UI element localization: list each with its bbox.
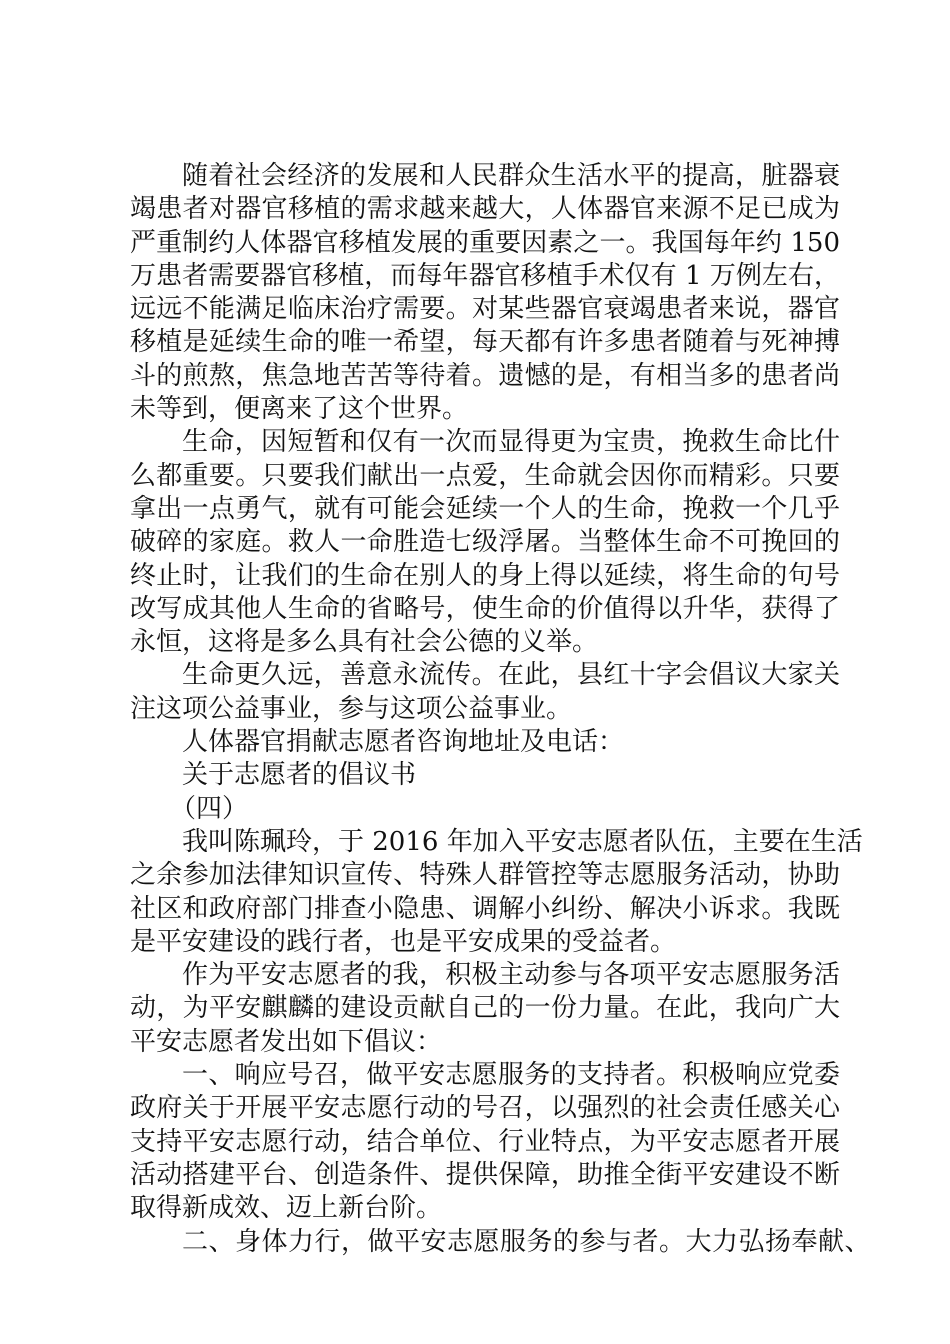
text-line: 政府关于开展平安志愿行动的号召，以强烈的社会责任感关心 [130, 1093, 840, 1124]
text-line: 移植是延续生命的唯一希望，每天都有许多患者随着与死神搏 [130, 327, 840, 358]
section-number-text: （四） [170, 793, 249, 824]
text-line: 取得新成效、迈上新台阶。 [130, 1193, 443, 1224]
text-line: 万患者需要器官移植，而每年器官移植手术仅有 1 万例左右， [130, 260, 840, 291]
text-line: 严重制约人体器官移植发展的重要因素之一。我国每年约 150 [130, 227, 840, 258]
text-line: 支持平安志愿行动，结合单位、行业特点，为平安志愿者开展 [130, 1126, 840, 1157]
text-line: 动，为平安麒麟的建设贡献自己的一份力量。在此，我向广大 [130, 993, 840, 1024]
text-line: 生命更久远，善意永流传。在此，县红十字会倡议大家关 [182, 660, 840, 691]
text-line: 终止时，让我们的生命在别人的身上得以延续，将生命的句号 [130, 560, 840, 591]
text-line: 么都重要。只要我们献出一点爱，生命就会因你而精彩。只要 [130, 460, 840, 491]
text-line: 随着社会经济的发展和人民群众生活水平的提高，脏器衰 [182, 161, 840, 191]
paragraph-volunteer-intro [130, 826, 863, 959]
text-line: 之余参加法律知识宣传、特殊人群管控等志愿服务活动，协助 [130, 860, 840, 891]
text-line: 注这项公益事业，参与这项公益事业。 [130, 693, 573, 724]
text-line: 远远不能满足临床治疗需要。对某些器官衰竭患者来说，器官 [130, 294, 840, 325]
text-line: 生命，因短暂和仅有一次而显得更为宝贵，挽救生命比什 [182, 427, 840, 458]
section-number [130, 793, 840, 826]
paragraph-proposal-two [130, 1226, 872, 1259]
text-line: 我叫陈珮玲，于 2016 年加入平安志愿者队伍，主要在生活 [182, 826, 863, 857]
document-body [130, 160, 872, 1259]
paragraph-red-cross-call [130, 659, 840, 726]
text-line: 拿出一点勇气，就有可能会延续一个人的生命，挽救一个几乎 [130, 493, 840, 524]
paragraph-proposal-intro [130, 959, 840, 1059]
text-line: 平安志愿者发出如下倡议： [130, 1026, 443, 1057]
text-line: 社区和政府部门排查小隐患、调解小纠纷、解决小诉求。我既 [130, 893, 840, 924]
text-line: 改写成其他人生命的省略号，使生命的价值得以升华，获得了 [130, 593, 840, 624]
text-line: 永恒，这将是多么具有社会公德的义举。 [130, 627, 599, 658]
text-line: 破碎的家庭。救人一命胜造七级浮屠。当整体生命不可挽回的 [130, 527, 840, 558]
heading-text: 关于志愿者的倡议书 [182, 760, 417, 791]
text-line: 人体器官捐献志愿者咨询地址及电话： [182, 727, 625, 758]
paragraph-proposal-one [130, 1059, 840, 1225]
text-line: 一、响应号召，做平安志愿服务的支持者。积极响应党委 [182, 1060, 840, 1091]
text-line: 斗的煎熬，焦急地苦苦等待着。遗憾的是，有相当多的患者尚 [130, 360, 840, 391]
paragraph-organ-demand [130, 160, 840, 426]
text-line: 二、身体力行，做平安志愿服务的参与者。大力弘扬奉献、 [182, 1226, 872, 1257]
section-heading [130, 759, 840, 792]
text-line: 未等到，便离来了这个世界。 [130, 394, 469, 425]
paragraph-contact-info [130, 726, 840, 759]
text-line: 作为平安志愿者的我，积极主动参与各项平安志愿服务活 [182, 960, 840, 991]
text-line: 活动搭建平台、创造条件、提供保障，助推全街平安建设不断 [130, 1159, 840, 1190]
text-line: 是平安建设的践行者，也是平安成果的受益者。 [130, 926, 677, 957]
paragraph-life-precious [130, 426, 840, 659]
text-line: 竭患者对器官移植的需求越来越大，人体器官来源不足已成为 [130, 194, 840, 225]
